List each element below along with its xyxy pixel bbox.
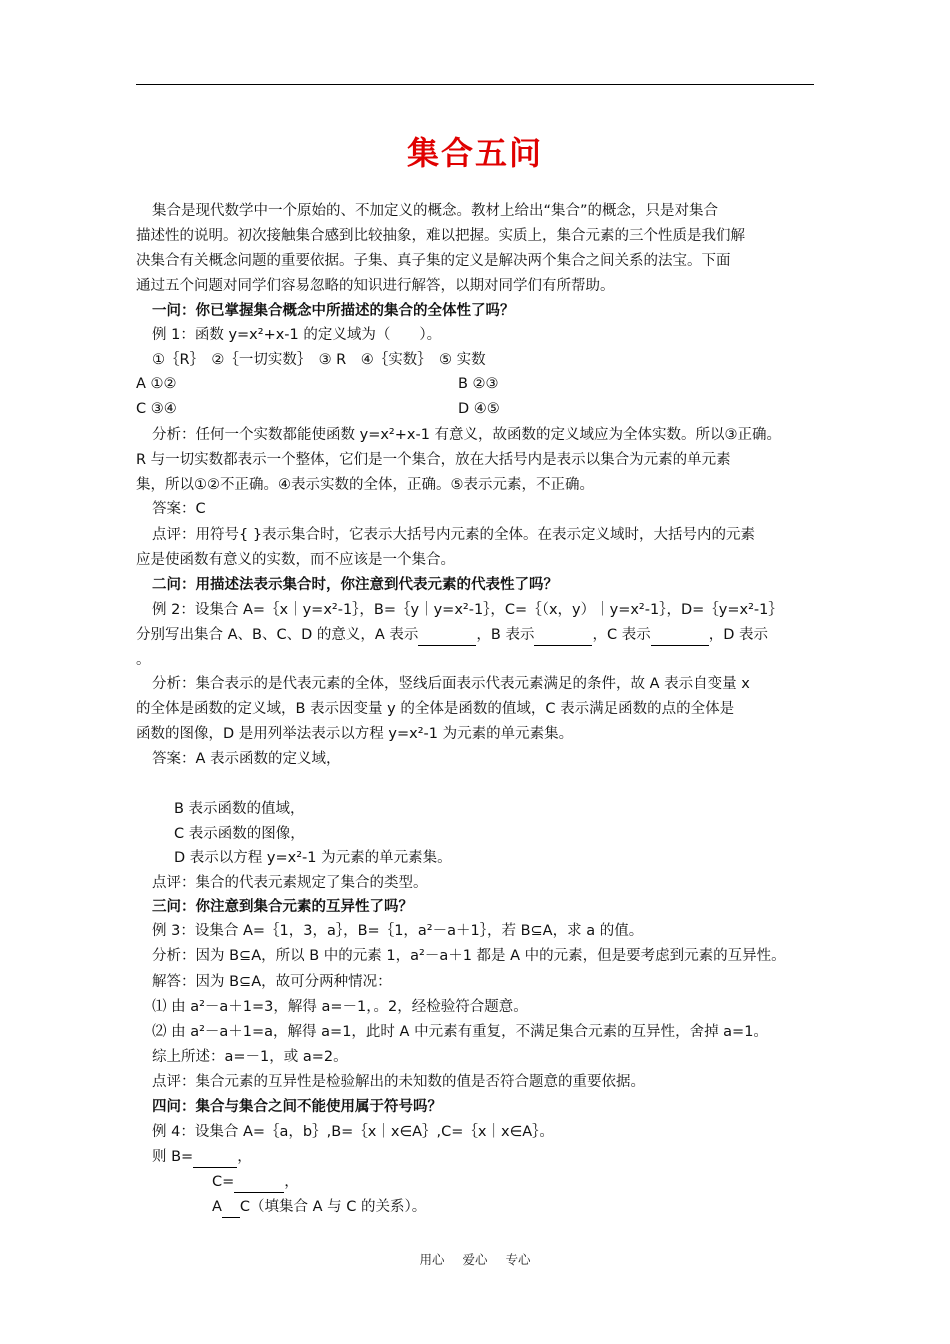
answer-2c: C 表示函数的图像， <box>174 826 305 842</box>
ask-text: ，C 表示 <box>592 627 651 643</box>
solution-3: 解答：因为 B⊆A，故可分两种情况： <box>152 974 392 990</box>
summary-3: 综上所述：a=－1，或 a=2。 <box>152 1049 348 1065</box>
ask-text: 分别写出集合 A、B、C、D 的意义，A 表示 <box>136 627 419 643</box>
a-end: C（填集合 A 与 C 的关系）。 <box>239 1199 427 1215</box>
comment-line: 点评：用符号{ }表示集合时，它表示大括号内元素的全体。在表示定义域时，大括号内的元素 <box>152 527 756 543</box>
blank-b <box>534 625 592 646</box>
analysis-3: 分析：因为 B⊆A，所以 B 中的元素 1，a²－a＋1 都是 A 中的元素，但是要考虑到元素的互异性。 <box>152 948 786 964</box>
page-footer: 用心 爱心 专心 <box>419 1252 531 1267</box>
case-1: ⑴ 由 a²－a＋1=3，解得 a=－1，。2，经检验符合题意。 <box>152 999 528 1015</box>
question-1-heading: 一问：你已掌握集合概念中所描述的集合的全体性了吗？ <box>152 303 515 319</box>
example-4: 例 4：设集合 A=｛a，b｝,B=｛x｜x∈A｝,C=｛x｜x∈A｝。 <box>152 1124 554 1140</box>
comment-line: 应是使函数有意义的实数，而不应该是一个集合。 <box>136 552 455 568</box>
question-4-heading: 四问：集合与集合之间不能使用属于符号吗？ <box>152 1099 442 1115</box>
ask-text: ，D 表示 <box>708 627 768 643</box>
case-2: ⑵ 由 a²－a＋1=a，解得 a=1，此时 A 中元素有重复，不满足集合元素的互异性，舍掉 a=1。 <box>152 1024 768 1040</box>
blank-b4 <box>193 1147 237 1168</box>
c-label: C= <box>212 1174 235 1190</box>
ask-text: ，B 表示 <box>476 627 535 643</box>
intro-line: 决集合有关概念问题的重要依据。子集、真子集的定义是解决两个集合之间关系的法宝。下面 <box>136 253 731 269</box>
example-2-ask <box>136 625 816 646</box>
answer-2d: D 表示以方程 y=x²-1 为元素的单元素集。 <box>174 850 452 866</box>
analysis-line: R 与一切实数都表示一个整体，它们是一个集合，放在大括号内是表示以集合为元素的单元素 <box>136 452 731 468</box>
a-label: A <box>212 1199 222 1215</box>
page-title: 集合五问 <box>406 134 543 172</box>
example-2: 例 2：设集合 A=｛x｜y=x²-1｝，B=｛y｜y=x²-1｝，C=｛（x，y）｜y=x²-1｝，D=｛y=x²-1｝ <box>152 602 783 618</box>
blank-c <box>651 625 709 646</box>
analysis-line: 分析：任何一个实数都能使函数 y=x²+x-1 有意义，故函数的定义域应为全体实数。所以③正确。 <box>152 427 782 443</box>
option-b: B ②③ <box>458 376 499 392</box>
header-rule <box>136 84 814 85</box>
analysis-line: 的全体是函数的定义域，B 表示因变量 y 的全体是函数的值域，C 表示满足函数的点的全体是 <box>136 701 735 717</box>
example-1-items: ①｛R｝ ②｛一切实数｝ ③ R ④｛实数｝ ⑤ 实数 <box>152 352 486 368</box>
example-4-a <box>212 1197 892 1218</box>
ask-end: 。 <box>136 652 151 668</box>
then-label: 则 B= <box>152 1149 194 1165</box>
blank-a <box>418 625 476 646</box>
intro-line: 描述性的说明。初次接触集合感到比较抽象，难以把握。实质上，集合元素的三个性质是我们解 <box>136 228 745 244</box>
blank-c4 <box>234 1172 284 1193</box>
then-end: ， <box>237 1149 252 1165</box>
answer-2b: B 表示函数的值域， <box>174 801 305 817</box>
c-end: ， <box>284 1174 299 1190</box>
question-3-heading: 三问：你注意到集合元素的互异性了吗？ <box>152 899 413 915</box>
blank-a4 <box>222 1197 240 1218</box>
option-c: C ③④ <box>136 401 177 417</box>
example-4-b <box>152 1147 832 1168</box>
question-2-heading: 二问：用描述法表示集合时，你注意到代表元素的代表性了吗？ <box>152 577 558 593</box>
answer-2a: 答案：A 表示函数的定义域， <box>152 751 341 767</box>
option-d: D ④⑤ <box>458 401 500 417</box>
intro-line: 通过五个问题对同学们容易忽略的知识进行解答，以期对同学们有所帮助。 <box>136 278 615 294</box>
comment-3: 点评：集合元素的互异性是检验解出的未知数的值是否符合题意的重要依据。 <box>152 1074 645 1090</box>
example-4-c <box>212 1172 892 1193</box>
options-row-2 <box>136 399 816 419</box>
example-3: 例 3：设集合 A=｛1，3，a｝，B=｛1，a²－a＋1｝，若 B⊆A，求 a 的值。 <box>152 923 644 939</box>
analysis-line: 集，所以①②不正确。④表示实数的全体，正确。⑤表示元素，不正确。 <box>136 477 594 493</box>
option-a: A ①② <box>136 376 177 392</box>
answer-1: 答案：C <box>152 501 206 517</box>
analysis-line: 函数的图像，D 是用列举法表示以方程 y=x²-1 为元素的单元素集。 <box>136 726 574 742</box>
intro-line: 集合是现代数学中一个原始的、不加定义的概念。教材上给出“集合”的概念，只是对集合 <box>152 203 719 219</box>
example-1: 例 1：函数 y=x²+x-1 的定义域为（ ）。 <box>152 327 442 343</box>
analysis-line: 分析：集合表示的是代表元素的全体，竖线后面表示代表元素满足的条件，故 A 表示自变量 x <box>152 676 750 692</box>
options-row-1 <box>136 374 816 394</box>
comment-2: 点评：集合的代表元素规定了集合的类型。 <box>152 875 428 891</box>
